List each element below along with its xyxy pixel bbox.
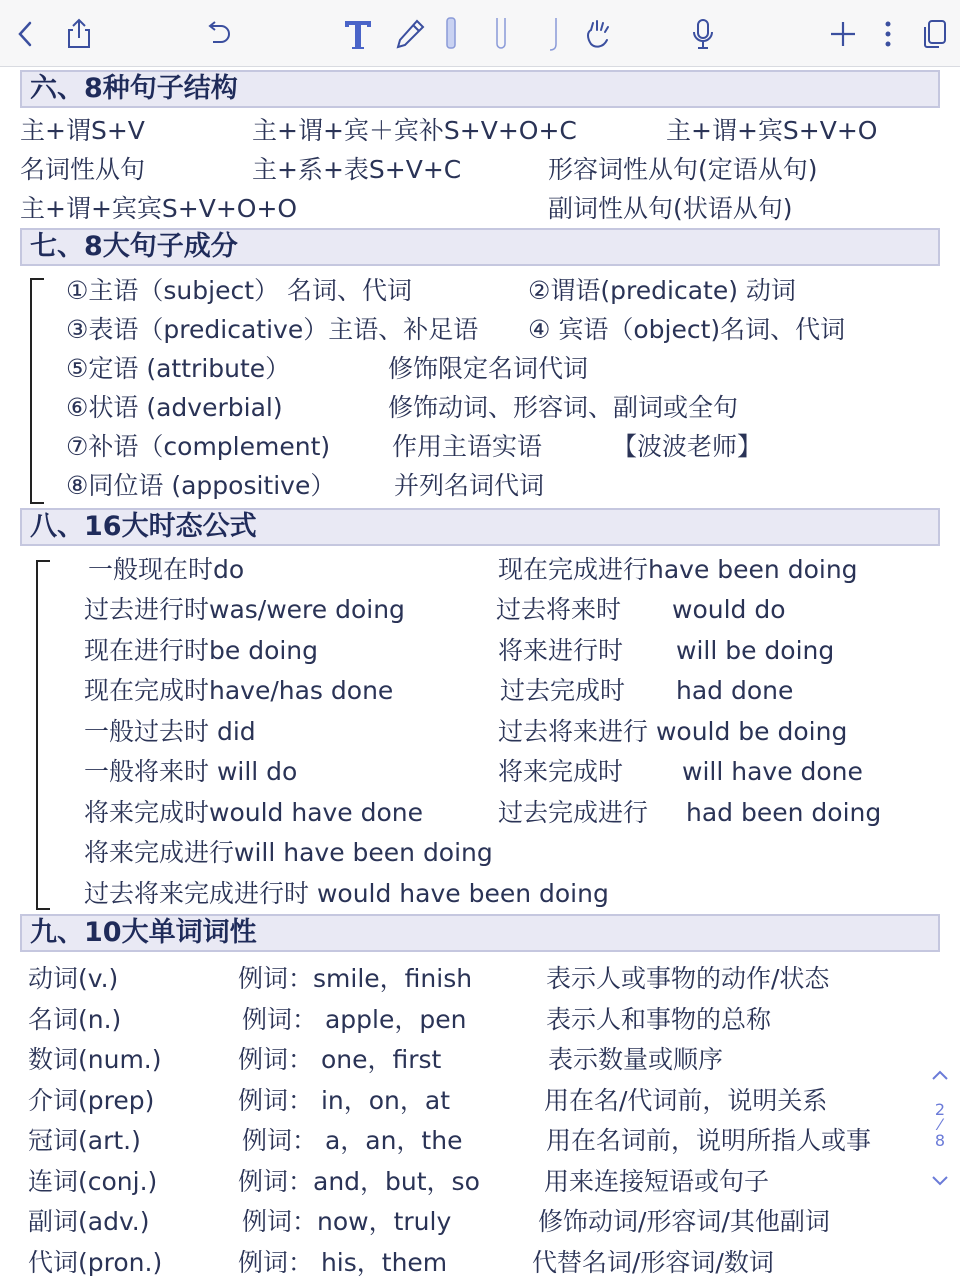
s8-cell: 现在进行时be doing: [84, 636, 319, 665]
s8-cell: 过去将来时: [496, 595, 622, 624]
s7-cell: 并列名词代词: [394, 471, 545, 500]
s9-cell: 动词(v.): [28, 964, 119, 993]
section-6-title: 六、8种句子结构: [20, 70, 940, 108]
s9-cell: 用在名词前，说明所指人或事: [546, 1126, 872, 1155]
pen-tool-icon[interactable]: [390, 14, 430, 54]
s9-cell: 冠词(art.): [28, 1126, 141, 1155]
s9-cell: 连词(conj.): [28, 1167, 158, 1196]
s8-cell: 将来进行时: [498, 636, 624, 665]
page-up-chevron-icon[interactable]: [928, 1066, 952, 1088]
s9-cell: 名词(n.): [28, 1005, 122, 1034]
s6-cell: 主+谓S+V: [20, 116, 145, 145]
s9-cell: 例词： in，on，at: [238, 1086, 450, 1115]
s7-cell: ⑤定语 (attribute）: [66, 354, 291, 383]
s8-cell: 过去将来进行 would be doing: [498, 717, 848, 746]
s8-cell: had been doing: [686, 798, 882, 827]
s7-cell: ⑥状语 (adverbial): [66, 393, 283, 422]
s9-cell: 数词(num.): [28, 1045, 162, 1074]
s8-cell: will have done: [682, 757, 863, 786]
s9-cell: 表示数量或顺序: [548, 1045, 724, 1074]
page-total: 8: [934, 1131, 946, 1150]
s8-cell: 将来完成时: [498, 757, 624, 786]
s9-cell: 介词(prep): [28, 1086, 155, 1115]
s9-cell: 代替名词/形容词/数词: [532, 1248, 774, 1277]
back-chevron-icon[interactable]: [10, 14, 40, 54]
s7-cell: ②谓语(predicate) 动词: [528, 276, 796, 305]
undo-icon[interactable]: [200, 14, 236, 54]
pencil-tool-icon[interactable]: [488, 14, 514, 54]
s9-cell: 例词：and，but，so: [238, 1167, 480, 1196]
s7-cell: ④ 宾语（object)名词、代词: [528, 315, 846, 344]
s7-cell: 【波波老师】: [612, 432, 763, 461]
section-9-title: 九、10大单词词性: [20, 914, 940, 952]
s8-cell: 过去完成时: [500, 676, 626, 705]
s9-cell: 例词： his，them: [238, 1248, 448, 1277]
s9-cell: 用来连接短语或句子: [544, 1167, 770, 1196]
microphone-icon[interactable]: [688, 14, 718, 54]
s8-cell: 现在完成进行have been doing: [498, 555, 858, 584]
s6-cell: 名词性从句: [20, 155, 146, 184]
lasso-hand-icon[interactable]: [580, 14, 616, 54]
s8-cell: 一般过去时 did: [84, 717, 256, 746]
s8-cell: had done: [676, 676, 794, 705]
bracket-line: [36, 560, 50, 910]
s7-cell: 修饰动词、形容词、副词或全句: [388, 393, 739, 422]
bracket-line: [30, 278, 44, 504]
s7-cell: 作用主语实语: [392, 432, 543, 461]
s8-cell: 过去将来完成进行时 would have been doing: [84, 879, 609, 908]
share-icon[interactable]: [62, 14, 96, 54]
s8-cell: 过去进行时was/were doing: [84, 595, 405, 624]
s6-cell: 主+谓+宾S+V+O: [666, 116, 878, 145]
s6-cell: 副词性从句(状语从句): [548, 194, 793, 223]
s8-cell: 过去完成进行: [498, 798, 649, 827]
highlighter-icon[interactable]: [438, 14, 464, 54]
add-icon[interactable]: [826, 14, 860, 54]
page-down-chevron-icon[interactable]: [928, 1172, 952, 1194]
page-current: 2: [934, 1100, 946, 1119]
s9-cell: 例词： one，first: [238, 1045, 442, 1074]
section-8-title: 八、16大时态公式: [20, 508, 940, 546]
s9-cell: 表示人和事物的总称: [546, 1005, 772, 1034]
page-navigator: [928, 1066, 952, 1194]
s9-cell: 例词：now，truly: [242, 1207, 452, 1236]
s9-cell: 副词(adv.): [28, 1207, 150, 1236]
more-options-icon[interactable]: [876, 14, 900, 54]
s8-cell: would do: [672, 595, 786, 624]
s6-cell: 主+系+表S+V+C: [252, 155, 462, 184]
note-page: [0, 66, 960, 1280]
s9-cell: 表示人或事物的动作/状态: [546, 964, 830, 993]
section-7-title: 七、8大句子成分: [20, 228, 940, 266]
s9-cell: 用在名/代词前，说明关系: [544, 1086, 828, 1115]
page-separator: ⁄: [938, 1115, 942, 1134]
text-tool-icon[interactable]: [338, 14, 378, 54]
eraser-tool-icon[interactable]: [542, 14, 566, 54]
s9-cell: 修饰动词/形容词/其他副词: [538, 1207, 830, 1236]
toolbar: [0, 0, 960, 67]
s8-cell: 现在完成时have/has done: [84, 676, 394, 705]
s8-cell: will be doing: [676, 636, 835, 665]
s9-cell: 例词：smile，finish: [238, 964, 473, 993]
s9-cell: 例词： apple，pen: [242, 1005, 467, 1034]
s6-cell: 形容词性从句(定语从句): [548, 155, 818, 184]
s8-cell: 一般现在时do: [88, 555, 245, 584]
s7-cell: ⑧同位语 (appositive）: [66, 471, 336, 500]
s9-cell: 例词： a，an，the: [242, 1126, 463, 1155]
s7-cell: ③表语（predicative）主语、补足语: [66, 315, 479, 344]
s7-cell: ①主语（subject） 名词、代词: [66, 276, 412, 305]
s6-cell: 主+谓+宾宾S+V+O+O: [20, 194, 298, 223]
s8-cell: 将来完成时would have done: [84, 798, 424, 827]
s8-cell: 将来完成进行will have been doing: [84, 838, 493, 867]
s7-cell: 修饰限定名词代词: [388, 354, 589, 383]
s9-cell: 代词(pron.): [28, 1248, 163, 1277]
pages-icon[interactable]: [918, 14, 952, 54]
s8-cell: 一般将来时 will do: [84, 757, 298, 786]
s7-cell: ⑦补语（complement): [66, 432, 331, 461]
s6-cell: 主+谓+宾＋宾补S+V+O+C: [252, 116, 577, 145]
